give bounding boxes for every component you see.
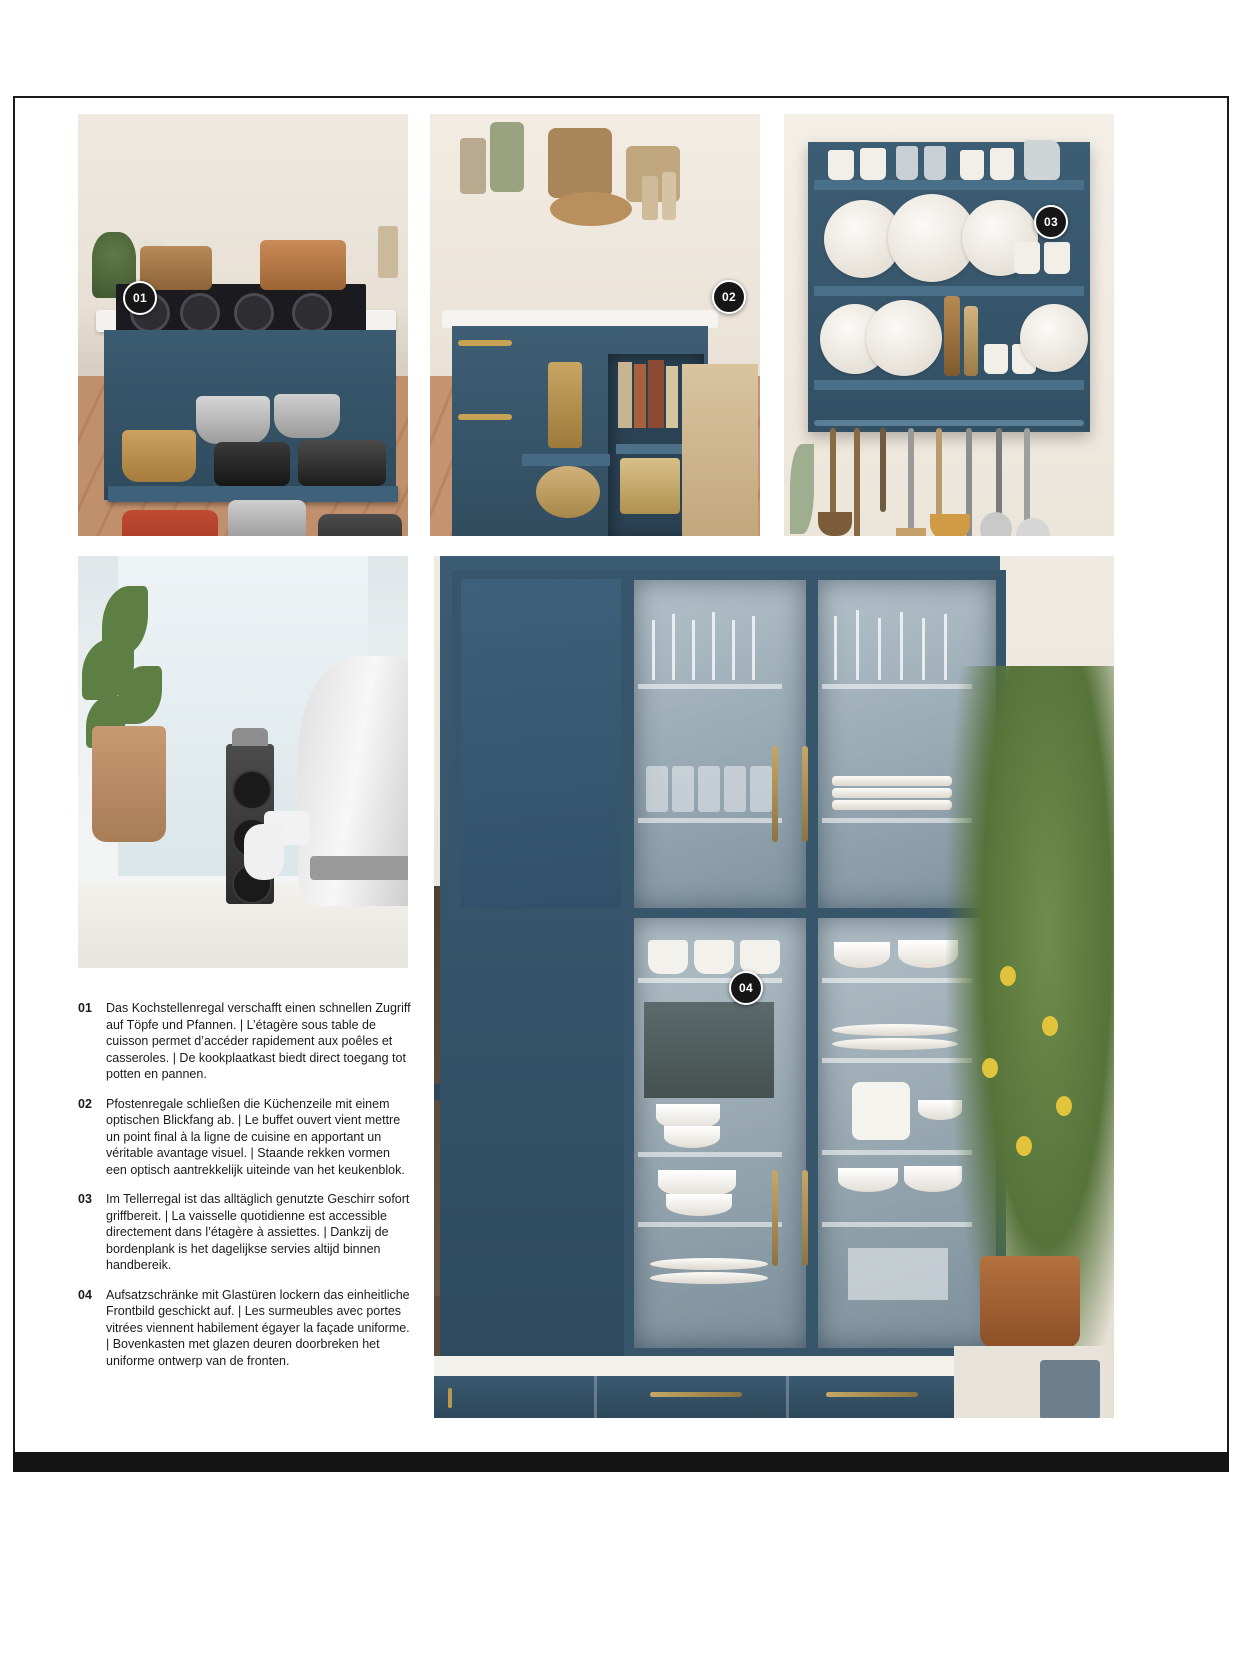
caption-text: Das Kochstellenregal verschafft einen schnellen Zugriff auf Töpfe und Pfannen. | L’étagère sous table de cuisson permet d’accéder rapidement aux poêles et casseroles. | De kookplaatkast biedt direct toegang tot potten en pannen. [106, 1001, 411, 1081]
photo-socket-tower [78, 556, 408, 968]
caption-number: 04 [78, 1287, 92, 1302]
caption-item-01 [78, 1000, 414, 1083]
caption-text: Im Tellerregal ist das alltäglich genutzte Geschirr sofort griffbereit. | La vaisselle quotidienne est accessible directement dans l’étagère à assiettes. | Dankzij de bordenplank is het dagelijkse servies altijd binnen handbereik. [106, 1192, 410, 1272]
page-footer-bar [13, 1452, 1229, 1472]
badge-04: 04 [729, 971, 763, 1005]
caption-number: 02 [78, 1096, 92, 1111]
badge-02: 02 [712, 280, 746, 314]
caption-text: Pfostenregale schließen die Küchenzeile mit einem optischen Blickfang ab. | Le buffet ouvert vient mettre un point final à la ligne de cuisine en apportant un véritable avantage visuel. | Staande rekken vormen een optisch aantrekkelijk uiteinde van het keukenblok. [106, 1096, 405, 1177]
caption-item-04 [78, 1287, 414, 1370]
photo-glass-dresser [434, 556, 1114, 1418]
badge-01: 01 [123, 281, 157, 315]
caption-item-03 [78, 1191, 414, 1274]
page-border-left [13, 96, 15, 1454]
photo-plate-rack [784, 114, 1114, 536]
caption-text: Aufsatzschränke mit Glastüren lockern das einheitliche Frontbild geschickt auf. | Les surmeubles avec portes vitrées viennent habilement égayer la façade uniforme. | Bovenkasten met glazen deuren doorbreken het uniforme ontwerp van de fronten. [106, 1287, 410, 1368]
photo-hob-island [78, 114, 408, 536]
caption-list [78, 1000, 414, 1382]
badge-03: 03 [1034, 205, 1068, 239]
caption-number: 03 [78, 1192, 92, 1206]
photo-open-shelf-end [430, 114, 760, 536]
page-border-top [13, 96, 1229, 98]
page-border-right [1227, 96, 1229, 1454]
caption-number: 01 [78, 1001, 92, 1015]
caption-item-02 [78, 1096, 414, 1179]
